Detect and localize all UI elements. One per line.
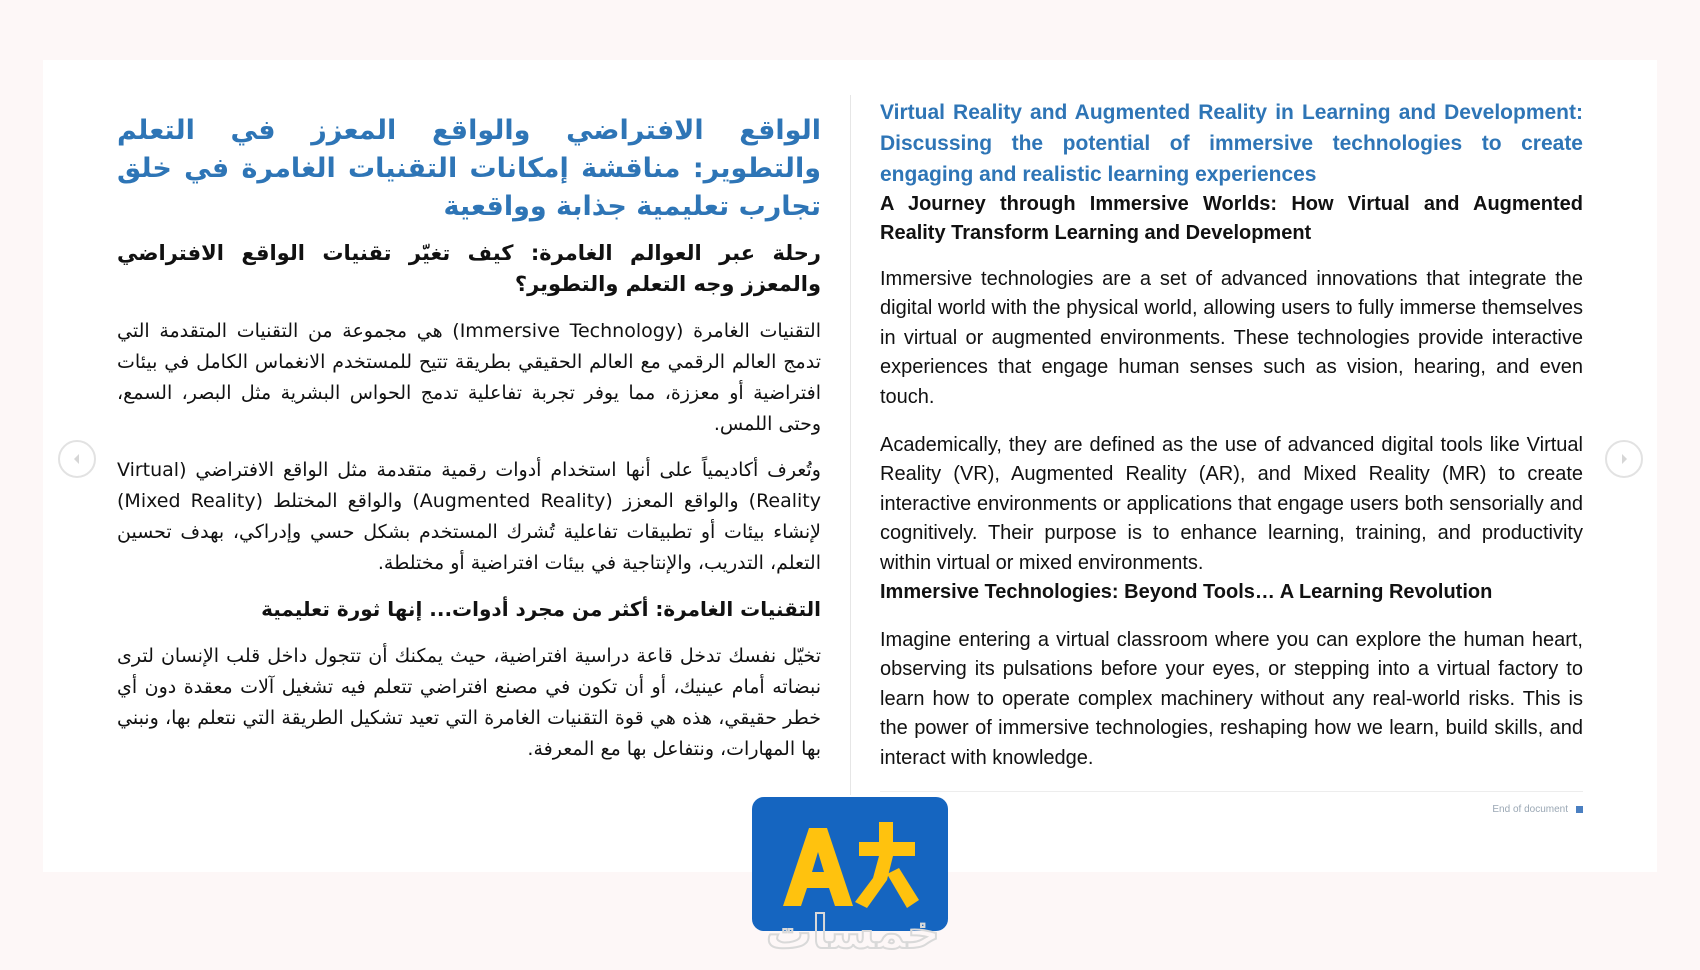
arabic-paragraph-3: تخيّل نفسك تدخل قاعة دراسية افتراضية، حيث يمكنك أن تتجول داخل قلب الإنسان لترى نبضاته أمام عينيك، أو أن تكون في مصنع افتراضي تتعلم فيه تشغيل آلات معقدة دون أي خطر حقيقي، هذه هي قوة التقنيات الغامرة التي تعيد تشكيل الطريقة التي نتعلم بها، ونبني بها المهارات، ونتفاعل بها مع المعرفة. xyxy=(117,645,821,760)
end-square-icon xyxy=(1576,806,1583,813)
english-paragraph-1: Immersive technologies are a set of advanced innovations that integrate the digital world with the physical world, allowing users to fully immerse themselves in virtual or augmented environments. These technologies provide interactive experiences that engage human senses such as vision, hearing, and even touch. xyxy=(880,268,1583,408)
arabic-paragraph-2: وتُعرف أكاديمياً على أنها استخدام أدوات رقمية متقدمة مثل الواقع الافتراضي (Virtual Reality) والواقع المعزز (Augmented Reality) والواقع المختلط (Mixed Reality) لإنشاء بيئات أو تطبيقات تفاعلية تُشرك المستخدم بشكل حسي وإدراكي، بهدف تحسين التعلم، التدريب، والإنتاجية في بيئات افتراضية أو مختلطة. xyxy=(117,459,821,574)
chevron-right-icon xyxy=(1617,452,1631,466)
english-subtitle-2: Immersive Technologies: Beyond Tools… A Learning Revolution xyxy=(880,581,1493,604)
english-paragraph-2: Academically, they are defined as the use of advanced digital tools like Virtual Reality (VR), Augmented Reality (AR), and Mixed Reality (MR) to create interactive environments or applications that engage users both sensorially and cognitively. Their purpose is to enhance learning, training, and productivity within virtual or mixed environments. xyxy=(880,434,1583,574)
end-rule xyxy=(880,791,1583,792)
english-column xyxy=(880,97,1583,792)
end-note-label: End of document xyxy=(1492,804,1568,815)
watermark-logo: خمسات xyxy=(765,905,941,959)
translate-icon xyxy=(775,814,925,914)
arabic-subtitle: رحلة عبر العوالم الغامرة: كيف تغيّر تقنيات الواقع الافتراضي والمعزز وجه التعلم والتطوير؟ xyxy=(117,241,821,296)
column-divider xyxy=(850,95,851,795)
english-title: Virtual Reality and Augmented Reality in Learning and Development: Discussing the potential of immersive technologies to create engaging and realistic learning experiences xyxy=(880,101,1583,186)
arabic-column xyxy=(117,112,821,780)
previous-slide-button[interactable] xyxy=(58,440,96,478)
arabic-title: الواقع الافتراضي والواقع المعزز في التعلم والتطوير: مناقشة إمكانات التقنيات الغامرة في خلق تجارب تعليمية جذابة وواقعية xyxy=(117,115,821,222)
english-subtitle: A Journey through Immersive Worlds: How Virtual and Augmented Reality Transform Learning and Development xyxy=(880,193,1583,244)
end-of-document xyxy=(1400,804,1583,815)
next-slide-button[interactable] xyxy=(1605,440,1643,478)
chevron-left-icon xyxy=(70,452,84,466)
english-paragraph-3: Imagine entering a virtual classroom where you can explore the human heart, observing its pulsations before your eyes, or stepping into a virtual factory to learn how to operate complex machinery without any real-world risks. This is the power of immersive technologies, reshaping how we learn, build skills, and interact with knowledge. xyxy=(880,629,1583,769)
arabic-subtitle-2: التقنيات الغامرة: أكثر من مجرد أدوات... إنها ثورة تعليمية xyxy=(261,597,821,621)
arabic-paragraph-1: التقنيات الغامرة (Immersive Technology) هي مجموعة من التقنيات المتقدمة التي تدمج العالم الرقمي مع العالم الحقيقي بطريقة تتيح للمستخدم الانغماس الكامل في بيئات افتراضية أو معززة، مما يوفر تجربة تفاعلية تدمج الحواس البشرية مثل البصر، السمع، وحتى اللمس. xyxy=(117,320,821,435)
